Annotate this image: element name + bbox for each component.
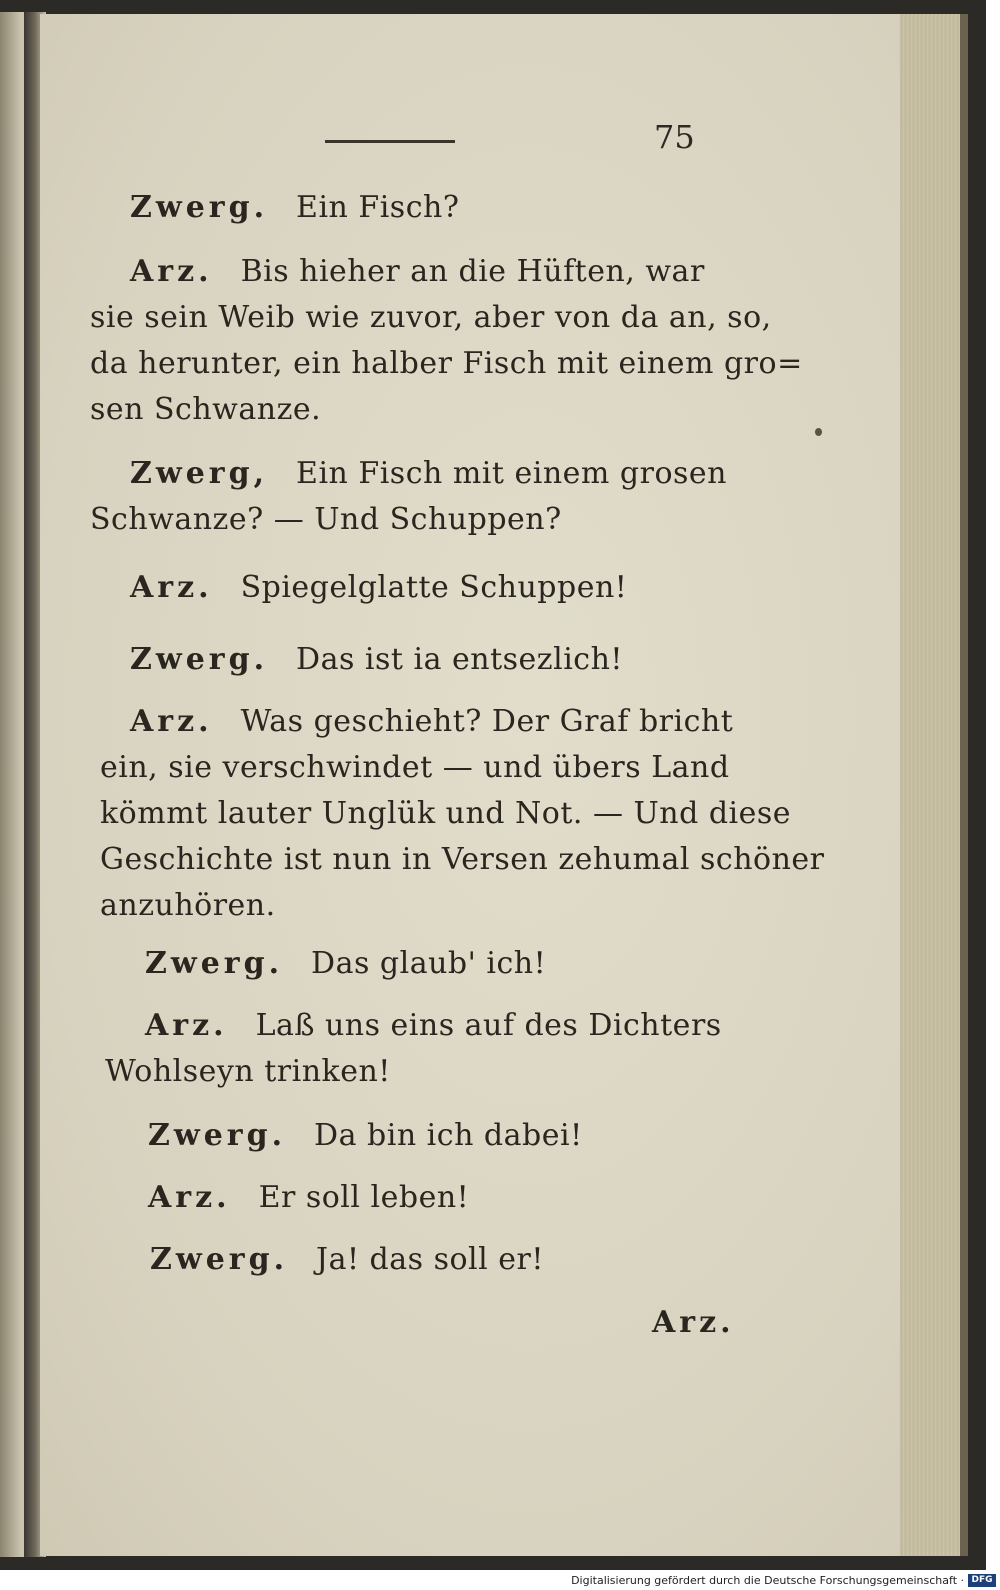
line-text: Geschichte ist nun in Versen zehumal schöner	[100, 842, 825, 877]
line-text: da herunter, ein halber Fisch mit einem gro=	[90, 346, 803, 381]
page-number: 75	[654, 118, 695, 156]
line-text: Das glaub' ich!	[311, 946, 547, 981]
text-line	[90, 392, 321, 427]
line-text: kömmt lauter Unglük und Not. — Und diese	[100, 796, 792, 831]
line-text: Da bin ich dabei!	[314, 1118, 583, 1153]
line-text: Spiegelglatte Schuppen!	[240, 570, 628, 605]
speaker-name: Zwerg.	[148, 1118, 287, 1153]
text-line	[130, 456, 727, 491]
text-line	[130, 190, 459, 225]
speaker-name: Arz.	[130, 570, 213, 605]
text-line	[145, 946, 546, 981]
speaker-name: Zwerg.	[145, 946, 284, 981]
page	[40, 14, 930, 1556]
text-line	[145, 1008, 722, 1043]
page-edges	[900, 14, 962, 1556]
line-text: sen Schwanze.	[90, 392, 322, 427]
digitization-credit: Digitalisierung gefördert durch die Deutsche Forschungsgemeinschaft ·	[571, 1574, 964, 1587]
cover-edge	[960, 14, 968, 1556]
line-text: ein, sie verschwindet — und übers Land	[100, 750, 730, 785]
speaker-name: Arz.	[130, 704, 213, 739]
speaker-name: Arz.	[148, 1180, 231, 1215]
line-text: Ein Fisch?	[296, 190, 460, 225]
text-line	[100, 842, 825, 877]
header-rule	[325, 140, 455, 143]
text-line	[100, 888, 276, 923]
ink-spot	[815, 428, 822, 436]
line-text: Laß uns eins auf des Dichters	[255, 1008, 722, 1043]
line-text: Bis hieher an die Hüften, war	[240, 254, 705, 289]
line-text: anzuhören.	[100, 888, 276, 923]
text-line	[148, 1118, 583, 1153]
line-text: sie sein Weib wie zuvor, aber von da an, so,	[90, 300, 772, 335]
speaker-name: Zwerg.	[130, 190, 269, 225]
speaker-name: Arz.	[145, 1008, 228, 1043]
line-text: Was geschieht? Der Graf bricht	[240, 704, 734, 739]
text-line	[90, 300, 772, 335]
speaker-name: Zwerg.	[130, 642, 269, 677]
text-line	[90, 502, 562, 537]
speaker-name: Zwerg.	[150, 1242, 289, 1277]
dfg-logo: DFG	[968, 1574, 996, 1587]
text-line	[105, 1054, 391, 1089]
text-line	[100, 750, 730, 785]
line-text: Das ist ia entsezlich!	[296, 642, 623, 677]
line-text: Ein Fisch mit einem grosen	[296, 456, 727, 491]
text-line	[90, 346, 803, 381]
line-text: Ja! das soll er!	[316, 1242, 544, 1277]
text-line	[130, 254, 705, 289]
text-line	[100, 796, 791, 831]
speaker-name: Zwerg,	[130, 456, 269, 491]
text-line	[130, 642, 623, 677]
line-text: Schwanze? — Und Schuppen?	[90, 502, 562, 537]
text-line	[130, 570, 627, 605]
text-line	[148, 1180, 469, 1215]
catchword: Arz.	[652, 1305, 735, 1340]
text-line	[150, 1242, 544, 1277]
text-line	[130, 704, 733, 739]
speaker-name: Arz.	[130, 254, 213, 289]
line-text: Wohlseyn trinken!	[105, 1054, 391, 1089]
line-text: Er soll leben!	[258, 1180, 470, 1215]
